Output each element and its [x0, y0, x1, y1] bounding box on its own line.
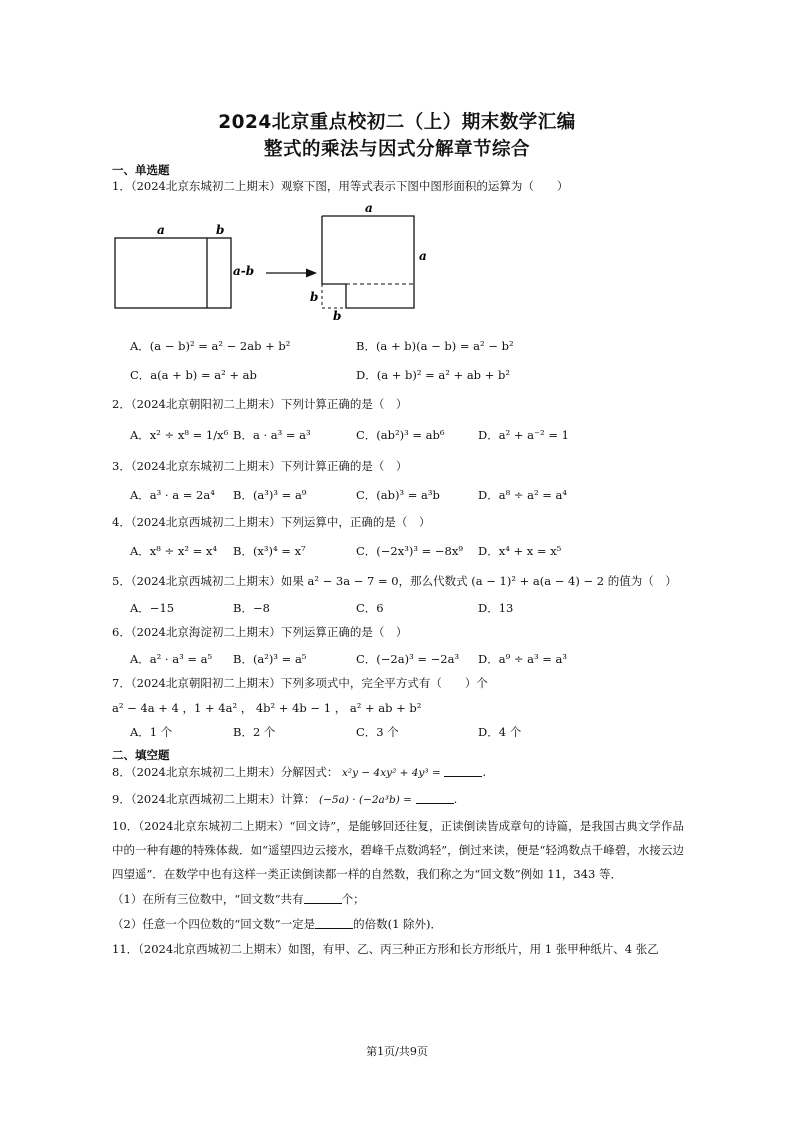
q1-option-c[interactable]: C．a(a + b) = a² + ab: [130, 368, 257, 382]
q3-option-d[interactable]: D．a⁸ ÷ a² = a⁴: [478, 488, 568, 502]
q6-option-c[interactable]: C．(−2a)³ = −2a³: [356, 652, 460, 666]
q4-option-c[interactable]: C．(−2x³)³ = −8x⁹: [356, 544, 463, 558]
q11-stem: 11．（2024北京西城初二上期末）如图，有甲、乙、丙三种正方形和长方形纸片，用 1 张甲种纸片、4 张乙: [112, 942, 659, 956]
q8-expression: x²y − 4xy² + 4y³ =: [342, 767, 441, 779]
q6-option-a[interactable]: A．a² · a³ = a⁵: [130, 652, 213, 666]
q9-end: .: [453, 792, 458, 806]
q4-option-a[interactable]: A．x⁸ ÷ x² = x⁴: [130, 544, 217, 558]
q6-stem: 6．（2024北京海淀初二上期末）下列运算正确的是（ ）: [112, 625, 408, 639]
q1-stem: 1．（2024北京东城初二上期末）观察下图，用等式表示下图中图形面积的运算为（ ）: [112, 179, 569, 193]
label-a-right: a: [419, 249, 427, 263]
q5-option-a[interactable]: A．−15: [130, 601, 175, 615]
q10-sub2-post: 的倍数(1 除外)．: [353, 917, 443, 931]
q5-stem: 5．（2024北京西城初二上期末）如果 a² − 3a − 7 = 0，那么代数式 (a − 1)² + a(a − 4) − 2 的值为（ ）: [112, 574, 677, 588]
q3-option-c[interactable]: C．(ab)³ = a³b: [356, 488, 440, 502]
label-b-left: b: [216, 223, 225, 237]
q9-answer-blank[interactable]: [416, 793, 454, 804]
q4-option-d[interactable]: D．x⁴ + x = x⁵: [478, 544, 562, 558]
q10-sub2: [112, 916, 442, 932]
label-a-left: a: [157, 223, 165, 237]
label-b-bottom: b: [333, 309, 342, 320]
label-b-side: b: [310, 290, 319, 304]
q6-option-d[interactable]: D．a⁹ ÷ a³ = a³: [478, 652, 568, 666]
q9-stem: 9．（2024北京西城初二上期末）计算：: [112, 792, 316, 806]
q1-option-d[interactable]: D．(a + b)² = a² + ab + b²: [356, 368, 510, 382]
page-subtitle: 整式的乘法与因式分解章节综合: [263, 139, 530, 160]
q10-sub1-post: 个；: [341, 892, 365, 906]
q7-option-c[interactable]: C．3 个: [356, 725, 399, 739]
q3-option-a[interactable]: A．a³ · a = 2a⁴: [130, 488, 215, 502]
section-single-choice: 一、单选题: [112, 163, 170, 177]
q7-polynomials: a² − 4a + 4 ，1 + 4a² ， 4b² + 4b − 1 ， a² + ab + b²: [112, 701, 422, 715]
q8-end: .: [482, 765, 487, 779]
q9-expression: (−5a) · (−2a³b) =: [319, 794, 412, 806]
q4-stem: 4．（2024北京西城初二上期末）下列运算中，正确的是（ ）: [112, 515, 431, 529]
q9-line: [112, 791, 457, 807]
section-fill-blank: 二、填空题: [112, 748, 170, 762]
q10-sub1-blank[interactable]: [304, 893, 342, 904]
q1-option-b[interactable]: B．(a + b)(a − b) = a² − b²: [356, 339, 514, 353]
label-a-top-right: a: [365, 201, 373, 215]
q1-option-a[interactable]: A．(a − b)² = a² − 2ab + b²: [130, 339, 291, 353]
q7-stem: 7．（2024北京朝阳初二上期末）下列多项式中，完全平方式有（ ）个: [112, 676, 488, 690]
q10-paragraph: 10．（2024北京东城初二上期末）“回文诗”，是能够回还往复，正读倒读皆成章句的诗篇，是我国古典文学作品中的一种有趣的特殊体裁．如“遥望四边云接水，碧峰千点数鸿轻”，倒过来读，便是“轻鸿数点千峰碧，水接云边四望遥”．在数学中也有这样一类正读倒读都一样的自然数，我们称之为“回文数”例如 11，343 等．: [112, 819, 684, 881]
q1-figure: [0, 200, 794, 320]
q5-option-c[interactable]: C．6: [356, 601, 384, 615]
label-amb: a-b: [233, 264, 255, 278]
q10-sub1-pre: （1）在所有三位数中，“回文数”共有: [112, 892, 304, 906]
q7-option-a[interactable]: A．1 个: [130, 725, 173, 739]
q7-option-b[interactable]: B．2 个: [233, 725, 276, 739]
q10-sub2-blank[interactable]: [315, 918, 353, 929]
q6-option-b[interactable]: B．(a²)³ = a⁵: [233, 652, 307, 666]
q2-option-a[interactable]: A．x² ÷ x⁸ = 1/x⁶: [130, 428, 229, 442]
q3-option-b[interactable]: B．(a³)³ = a⁹: [233, 488, 307, 502]
page-title: 2024北京重点校初二（上）期末数学汇编: [218, 112, 576, 133]
q8-answer-blank[interactable]: [444, 766, 482, 777]
q3-stem: 3．（2024北京东城初二上期末）下列计算正确的是（ ）: [112, 459, 408, 473]
q2-stem: 2．（2024北京朝阳初二上期末）下列计算正确的是（ ）: [112, 397, 408, 411]
q4-option-b[interactable]: B．(x³)⁴ = x⁷: [233, 544, 306, 558]
q10-sub1: [112, 891, 365, 907]
q5-option-d[interactable]: D．13: [478, 601, 514, 615]
q10-sub2-pre: （2）任意一个四位数的“回文数”一定是: [112, 917, 316, 931]
q2-option-c[interactable]: C．(ab²)³ = ab⁶: [356, 428, 445, 442]
q7-option-d[interactable]: D．4 个: [478, 725, 522, 739]
q8-line: [112, 764, 486, 780]
q5-option-b[interactable]: B．−8: [233, 601, 270, 615]
page-footer: 第1页/共9页: [366, 1045, 428, 1058]
q2-option-d[interactable]: D．a² + a⁻² = 1: [478, 428, 569, 442]
q8-stem: 8．（2024北京东城初二上期末）分解因式：: [112, 765, 339, 779]
q2-option-b[interactable]: B．a · a³ = a³: [233, 428, 311, 442]
